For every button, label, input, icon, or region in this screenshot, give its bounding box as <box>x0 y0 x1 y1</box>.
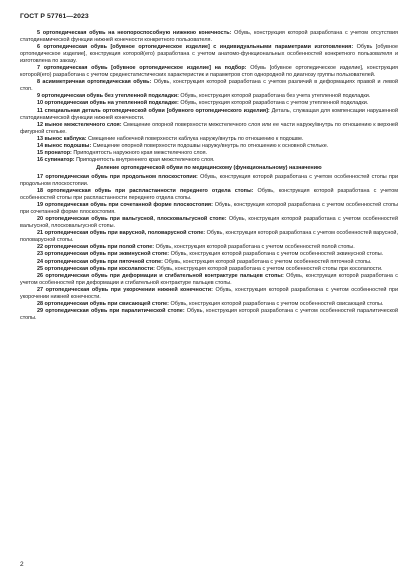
definition-term: 13 вынос каблука: <box>37 135 87 142</box>
definition-text: Обувь, конструкция которой разработана с учетом особенностей пяточной стопы. <box>162 258 372 265</box>
definition-paragraph <box>20 79 398 93</box>
definition-paragraph <box>20 308 398 322</box>
definition-paragraph <box>20 216 398 230</box>
definition-text: Смещение опорной поверхности межстелечного слоя или ее части наружу/внутрь по отношению к верхней фигурной стельке. <box>20 121 398 135</box>
definition-text: Обувь, конструкция которой разработана с учетом отсутствия статодинамической функции нижней конечности конкретного пользователя. <box>20 30 398 44</box>
definition-text: Смещение опорной поверхности подошвы наружу/внутрь по отношению к основной стельке. <box>91 142 329 149</box>
definition-term: 23 ортопедическая обувь при эквинусной стопе: <box>37 251 170 258</box>
definition-text: Обувь, конструкция которой разработана без учета утепленной подкладки. <box>178 93 371 100</box>
definition-term: 8 асимметричная ортопедическая обувь: <box>37 79 152 86</box>
page-number: 2 <box>20 561 24 568</box>
definition-paragraph <box>20 230 398 244</box>
definition-paragraph <box>20 108 398 122</box>
definition-text: Деталь, служащая для компенсации нарушенной статодинамической функции нижней конечности. <box>20 107 398 121</box>
definition-text: Обувь, конструкция которой разработана с учетом особенностей при укорочении нижней конечности. <box>20 286 398 300</box>
definition-paragraph <box>20 100 398 107</box>
definition-text: Обувь, конструкция которой разработана с учетом особенностей паралитической стопы. <box>20 307 398 321</box>
definition-paragraph <box>20 266 398 273</box>
definition-term: 16 супинатор: <box>37 156 75 163</box>
document-body <box>20 30 398 322</box>
definition-term: 15 пронатор: <box>37 149 72 156</box>
definition-paragraph <box>20 157 398 164</box>
definition-term: 7 ортопедическая обувь [обувное ортопедическое изделие] на подбор: <box>37 65 247 72</box>
definition-text: Обувь, конструкция которой разработана с учетом особенностей стопы при сочетанной форме плоскостопия. <box>20 202 398 216</box>
definition-term: 6 ортопедическая обувь [обувное ортопедическое изделие] с индивидуальными параметрами изготовления: <box>37 44 354 51</box>
definition-text: Обувь, конструкция которой разработана с учетом особенностей эквинусной стопы. <box>169 251 384 258</box>
definition-text: Обувь [обувное ортопедическое изделие], конструкция которой(его) разработана с учетом анатомо-функциональных особенностей конкретного пользователя и изготовлена по заказу. <box>20 44 399 65</box>
definition-term: 21 ортопедическая обувь при варусной, половарусной стопе: <box>37 230 206 237</box>
definition-term: 22 ортопедическая обувь при полой стопе: <box>37 244 155 251</box>
definition-text: Обувь, конструкция которой разработана с учетом различий в деформациях правой и левой стоп. <box>20 79 398 93</box>
definition-text: Обувь, конструкция которой разработана с учетом особенностей свисающей стопы. <box>168 300 384 307</box>
definition-term: 5 ортопедическая обувь на неопороспособную нижнюю конечность: <box>37 30 232 36</box>
definition-paragraph <box>20 44 398 65</box>
definition-paragraph <box>20 251 398 258</box>
definition-text: Обувь, конструкция которой разработана с учетом утепленной подкладки. <box>178 100 369 107</box>
definition-term: 25 ортопедическая обувь при косолапости: <box>37 265 155 272</box>
definition-term: 11 специальная деталь ортопедической обуви [обувного ортопедического изделия]: <box>37 107 270 114</box>
definition-paragraph <box>20 30 398 44</box>
document-header: ГОСТ Р 57761—2023 <box>20 13 89 20</box>
definition-paragraph <box>20 188 398 202</box>
definition-paragraph <box>20 287 398 301</box>
definition-text: Обувь, конструкция которой разработана с учетом особенностей стопы при продольном плоскостопии. <box>20 173 398 187</box>
definition-paragraph <box>20 65 398 79</box>
definition-paragraph <box>20 150 398 157</box>
definition-text: Обувь, конструкция которой разработана с учетом особенностей полой стопы. <box>154 244 355 251</box>
definition-text: Обувь, конструкция которой разработана с учетом особенностей вальгусной, плосковальгусной стопы. <box>20 216 398 230</box>
section-heading: Деление ортопедической обуви по медицинскому (функциональному) назначению <box>96 165 322 172</box>
definition-paragraph <box>20 301 398 308</box>
definition-term: 26 ортопедическая обувь при деформации и сгибательной контрактуре пальцев стопы: <box>37 272 284 279</box>
definition-paragraph <box>20 136 398 143</box>
definition-term: 29 ортопедическая обувь при паралитической стопе: <box>37 307 185 314</box>
definition-term: 19 ортопедическая обувь при сочетанной форме плоскостопия: <box>37 202 213 209</box>
definition-text: Обувь, конструкция которой разработана с учетом особенностей варусной, половарусной стопы. <box>20 230 398 244</box>
definition-text: Приподнятость наружного края межстелечного слоя. <box>71 149 208 156</box>
definition-term: 24 ортопедическая обувь при пяточной стопе: <box>37 258 163 265</box>
definition-text: Обувь [обувное ортопедическое изделие], конструкция которой(его) разработана с учетом среднестатистических характеристик и параметров стоп однородной по диагнозу группы пользователей. <box>20 65 398 79</box>
definition-term: 27 ортопедическая обувь при укорочении нижней конечности: <box>37 286 213 293</box>
definition-term: 20 ортопедическая обувь при вальгусной, плосковальгусной стопе: <box>37 216 227 223</box>
definition-text: Обувь, конструкция которой разработана с учетом особенностей при деформации и сгибательной контрактуре пальцев стопы. <box>20 272 398 286</box>
definition-paragraph <box>20 259 398 266</box>
definition-term: 17 ортопедическая обувь при продольном плоскостопии: <box>37 173 198 180</box>
definition-text: Смещение набоечной поверхности каблука наружу/внутрь по отношению к подошве. <box>86 135 304 142</box>
definition-term: 9 ортопедическая обувь без утепленной подкладки: <box>37 93 179 100</box>
definition-paragraph <box>20 202 398 216</box>
definition-text: Обувь, конструкция которой разработана с учетом особенностей стопы при косолапости. <box>154 265 383 272</box>
definition-paragraph <box>20 122 398 136</box>
definition-term: 28 ортопедическая обувь при свисающей стопе: <box>37 300 169 307</box>
definition-term: 14 вынос подошвы: <box>37 142 92 149</box>
definition-term: 10 ортопедическая обувь на утепленной подкладке: <box>37 100 179 107</box>
definition-text: Обувь, конструкция которой разработана с учетом особенностей стопы при распластанности переднего отдела стопы. <box>20 188 398 202</box>
definition-paragraph <box>20 174 398 188</box>
definition-text: Приподнятость внутреннего края межстелечного слоя. <box>74 156 215 163</box>
definition-paragraph <box>20 143 398 150</box>
definition-term: 12 выное межстелечного слоя: <box>37 121 122 128</box>
definition-paragraph <box>20 273 398 287</box>
definition-term: 18 ортопедическая обувь при распластанности переднего отдела стопы: <box>37 188 254 195</box>
